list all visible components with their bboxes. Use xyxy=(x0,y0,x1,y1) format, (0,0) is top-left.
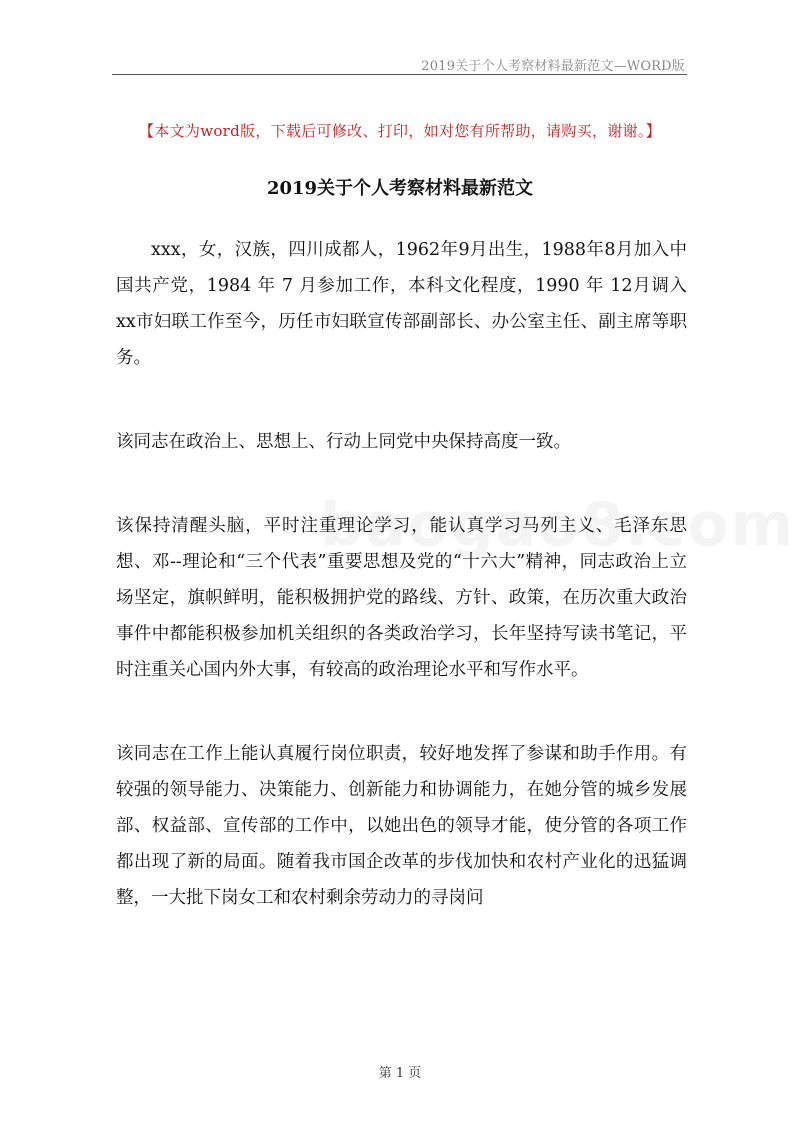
paragraph-theory-study: 该保持清醒头脑，平时注重理论学习，能认真学习马列主义、毛泽东思想、邓--理论和“三个代表”重要思想及党的“十六大”精神，同志政治上立场坚定，旗帜鲜明，能积极拥护党的路线、方针、政策，在历次重大政治事件中都能积极参加机关组织的各类政治学习，长年坚持写读书笔记，平时注重关心国内外大事，有较高的政治理论水平和写作水平。 xyxy=(116,516,687,680)
running-header-title: 2019关于个人考察材料最新范文—WORD版 xyxy=(421,59,685,74)
document-title: 2019关于个人考察材料最新范文 xyxy=(266,178,534,199)
paragraph-political-alignment: 该同志在政治上、思想上、行动上同党中央保持高度一致。 xyxy=(116,432,571,452)
paragraph-work-performance: 该同志在工作上能认真履行岗位职责，较好地发挥了参谋和助手作用。有较强的领导能力、决策能力、创新能力和协调能力，在她分管的城乡发展部、权益部、宣传部的工作中，以她出色的领导才能，使分管的各项工作都出现了新的局面。随着我市国企改革的步伐加快和农村产业化的迅猛调整，一大批下岗女工和农村剩余劳动力的寻岗问 xyxy=(116,744,687,908)
download-notice: 【本文为word版，下载后可修改、打印，如对您有所帮助，请购买，谢谢。】 xyxy=(139,122,661,140)
paragraph-biography: xxx，女，汉族，四川成都人，1962年9月出生，1988年8月加入中国共产党，1984 年 7 月参加工作，本科文化程度，1990 年 12月调入xx市妇联工作至今，历任市妇联宣传部副部长、办公室主任、副主席等职务。 xyxy=(116,240,687,368)
document-body xyxy=(116,232,687,964)
header-divider xyxy=(112,74,687,75)
page-number: 第 1 页 xyxy=(378,1066,422,1081)
